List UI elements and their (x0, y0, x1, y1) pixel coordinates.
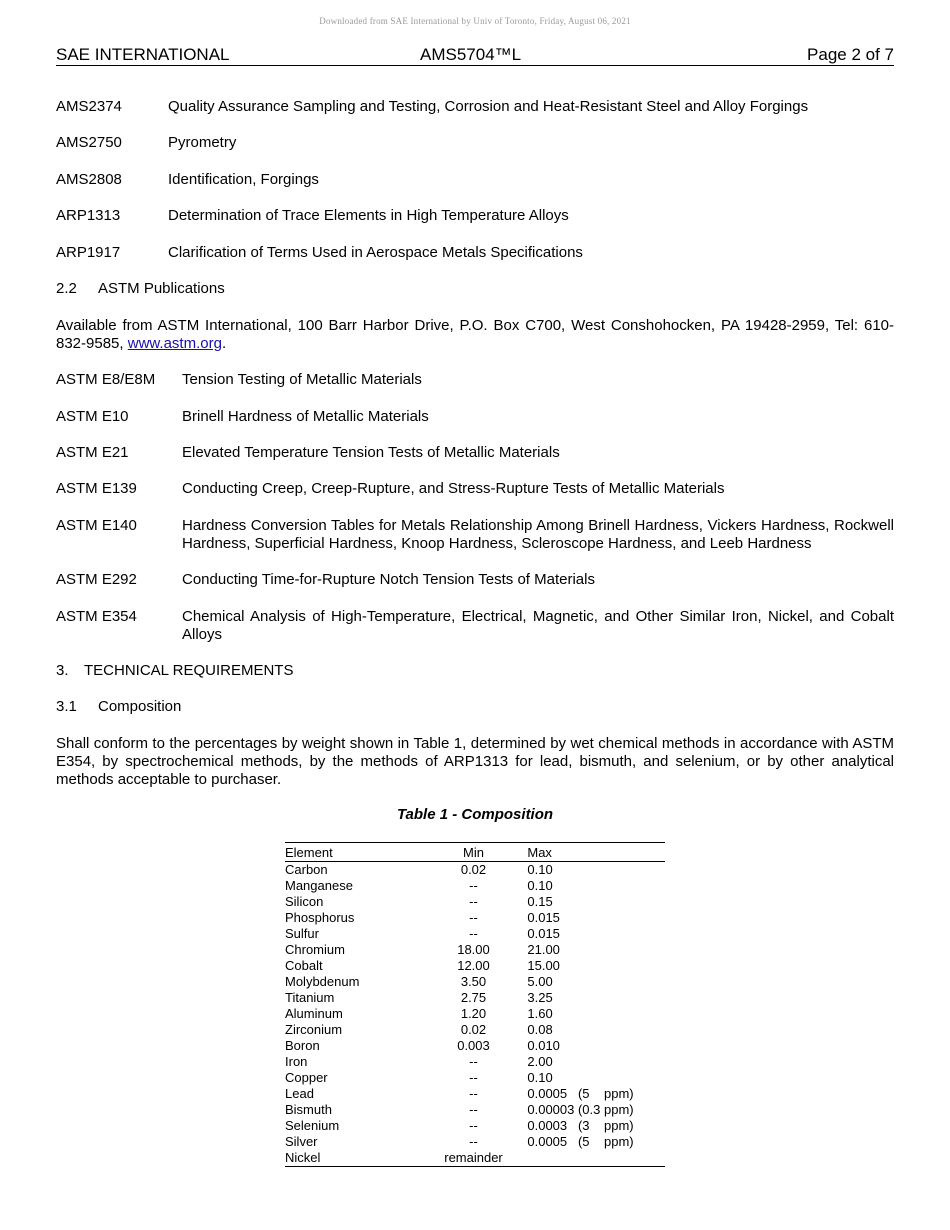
table-row (285, 1086, 665, 1102)
reference-code: ASTM E139 (56, 480, 137, 497)
cell-min: -- (469, 1086, 478, 1101)
reference-code: ASTM E21 (56, 444, 129, 461)
reference-code: AMS2374 (56, 98, 122, 115)
table-body (285, 862, 665, 1167)
astm-availability-text: Available from ASTM International, 100 Barr Harbor Drive, P.O. Box C700, West Conshohocken, PA 19428-2959, Tel: 610-832-9585, (56, 317, 894, 352)
table-row (285, 1006, 665, 1022)
reference-title: Hardness Conversion Tables for Metals Relationship Among Brinell Hardness, Vickers Hardness, Rockwell Hardness, Superficial Hardness, Knoop Hardness, Scleroscope Hardness, and Leeb Hardness (182, 517, 894, 552)
table-row (285, 1038, 665, 1054)
table-row (285, 926, 665, 942)
cell-min: -- (469, 894, 478, 909)
reference-code: AMS2750 (56, 134, 122, 151)
reference-code: ASTM E292 (56, 571, 137, 588)
cell-min: -- (469, 1118, 478, 1133)
cell-min: -- (469, 1054, 478, 1069)
cell-element: Molybdenum (285, 974, 360, 989)
cell-max: 0.015 (527, 926, 560, 941)
cell-min: 1.20 (460, 1006, 487, 1021)
reference-title: Conducting Time-for-Rupture Notch Tension Tests of Materials (182, 571, 595, 588)
cell-element: Copper (285, 1070, 328, 1085)
cell-min: 0.003 (457, 1038, 490, 1053)
table-row (285, 1134, 665, 1150)
header-doc-id: AMS5704™L (420, 45, 522, 64)
section-heading-technical-requirements (56, 662, 293, 680)
cell-element: Chromium (285, 942, 345, 957)
reference-code: ARP1313 (56, 207, 121, 224)
table-row (285, 990, 665, 1006)
table-row (285, 894, 665, 910)
table-row (285, 958, 665, 974)
cell-min: -- (469, 1102, 478, 1117)
cell-max: 1.60 (527, 1006, 553, 1021)
section-number: 3.1 (56, 698, 77, 715)
table-row (285, 862, 665, 879)
column-header-element: Element (285, 843, 430, 862)
table-row (285, 878, 665, 894)
astm-availability-paragraph (56, 317, 894, 353)
table-row (285, 974, 665, 990)
cell-max: 15.00 (527, 958, 560, 973)
reference-title: Clarification of Terms Used in Aerospace Metals Specifications (168, 244, 583, 261)
cell-min: -- (469, 926, 478, 941)
cell-max: 5.00 (527, 974, 553, 989)
cell-element: Iron (285, 1054, 308, 1069)
cell-min: 2.75 (460, 990, 487, 1005)
table-row (285, 1022, 665, 1038)
cell-element: Titanium (285, 990, 335, 1005)
header-page-number: Page 2 of 7 (807, 45, 894, 64)
astm-website-link[interactable]: www.astm.org (127, 335, 222, 352)
section-title: TECHNICAL REQUIREMENTS (84, 662, 294, 679)
cell-max: 0.0005 (5 ppm) (527, 1134, 634, 1149)
composition-table (285, 842, 665, 1167)
cell-max: 0.0003 (3 ppm) (527, 1118, 634, 1133)
reference-title: Elevated Temperature Tension Tests of Metallic Materials (182, 444, 560, 461)
page-header (56, 45, 894, 66)
cell-max: 0.10 (527, 1070, 553, 1085)
column-header-max: Max (517, 843, 665, 862)
cell-element: Aluminum (285, 1006, 343, 1021)
table-row (285, 1102, 665, 1118)
reference-title: Conducting Creep, Creep-Rupture, and Stress-Rupture Tests of Metallic Materials (182, 480, 725, 497)
section-title: ASTM Publications (98, 280, 225, 297)
cell-min: remainder (430, 1150, 518, 1167)
astm-availability-end: . (221, 335, 227, 352)
cell-min: 3.50 (460, 974, 487, 989)
table-row (285, 1070, 665, 1086)
table-row (285, 910, 665, 926)
header-org: SAE INTERNATIONAL (56, 45, 230, 64)
cell-element: Selenium (285, 1118, 340, 1133)
cell-element: Carbon (285, 862, 328, 877)
table-row (285, 942, 665, 958)
cell-element: Zirconium (285, 1022, 343, 1037)
cell-max: 21.00 (527, 942, 560, 957)
column-header-min: Min (430, 843, 518, 862)
cell-min: 12.00 (457, 958, 490, 973)
cell-min: -- (469, 910, 478, 925)
cell-max: 0.15 (527, 894, 553, 909)
cell-element: Cobalt (285, 958, 323, 973)
cell-min: -- (469, 1070, 478, 1085)
cell-max: 0.00003 (0.3 ppm) (527, 1102, 634, 1117)
cell-min: -- (469, 1134, 478, 1149)
section-title: Composition (98, 698, 182, 715)
reference-title: Quality Assurance Sampling and Testing, Corrosion and Heat-Resistant Steel and Alloy Forgings (168, 98, 809, 115)
cell-max: 2.00 (527, 1054, 553, 1069)
reference-title: Pyrometry (168, 134, 237, 151)
cell-element: Phosphorus (285, 910, 355, 925)
cell-element: Manganese (285, 878, 353, 893)
reference-code: AMS2808 (56, 171, 122, 188)
table-row (285, 1150, 665, 1167)
reference-code: ASTM E140 (56, 517, 137, 534)
reference-title: Identification, Forgings (168, 171, 319, 188)
reference-title: Chemical Analysis of High-Temperature, Electrical, Magnetic, and Other Similar Iron, Nickel, and Cobalt Alloys (182, 608, 894, 643)
cell-element: Silicon (285, 894, 324, 909)
cell-max: 0.08 (527, 1022, 553, 1037)
cell-element: Bismuth (285, 1102, 332, 1117)
cell-max: 0.015 (527, 910, 560, 925)
cell-max: 0.10 (527, 862, 553, 877)
table-caption: Table 1 - Composition (396, 806, 554, 823)
reference-title: Tension Testing of Metallic Materials (182, 371, 422, 388)
cell-max: 0.010 (527, 1038, 560, 1053)
table-header-row (285, 843, 665, 862)
reference-code: ASTM E10 (56, 408, 129, 425)
cell-max: 0.0005 (5 ppm) (527, 1086, 634, 1101)
reference-code: ARP1917 (56, 244, 121, 261)
composition-paragraph: Shall conform to the percentages by weight shown in Table 1, determined by wet chemical methods in accordance with ASTM E354, by spectrochemical methods, by the methods of ARP1313 for lead, bismuth, and selenium, or by other analytical methods acceptable to purchaser. (56, 735, 894, 788)
reference-title: Brinell Hardness of Metallic Materials (182, 408, 429, 425)
reference-code: ASTM E354 (56, 608, 137, 625)
section-heading-composition (56, 698, 181, 716)
section-heading-astm (56, 280, 225, 298)
download-watermark: Downloaded from SAE International by Univ of Toronto, Friday, August 06, 2021 (319, 16, 631, 26)
cell-max: 3.25 (527, 990, 553, 1005)
cell-min: -- (469, 878, 478, 893)
table-row (285, 1118, 665, 1134)
cell-max (517, 1150, 665, 1167)
cell-element: Silver (285, 1134, 318, 1149)
cell-min: 0.02 (460, 862, 487, 877)
section-number: 2.2 (56, 280, 77, 297)
cell-min: 18.00 (457, 942, 490, 957)
reference-title: Determination of Trace Elements in High Temperature Alloys (168, 207, 569, 224)
table-row (285, 1054, 665, 1070)
cell-element: Nickel (285, 1150, 430, 1167)
section-number: 3. (56, 662, 69, 679)
reference-code: ASTM E8/E8M (56, 371, 156, 388)
cell-max: 0.10 (527, 878, 553, 893)
cell-element: Sulfur (285, 926, 319, 941)
cell-element: Lead (285, 1086, 314, 1101)
cell-element: Boron (285, 1038, 320, 1053)
cell-min: 0.02 (460, 1022, 487, 1037)
